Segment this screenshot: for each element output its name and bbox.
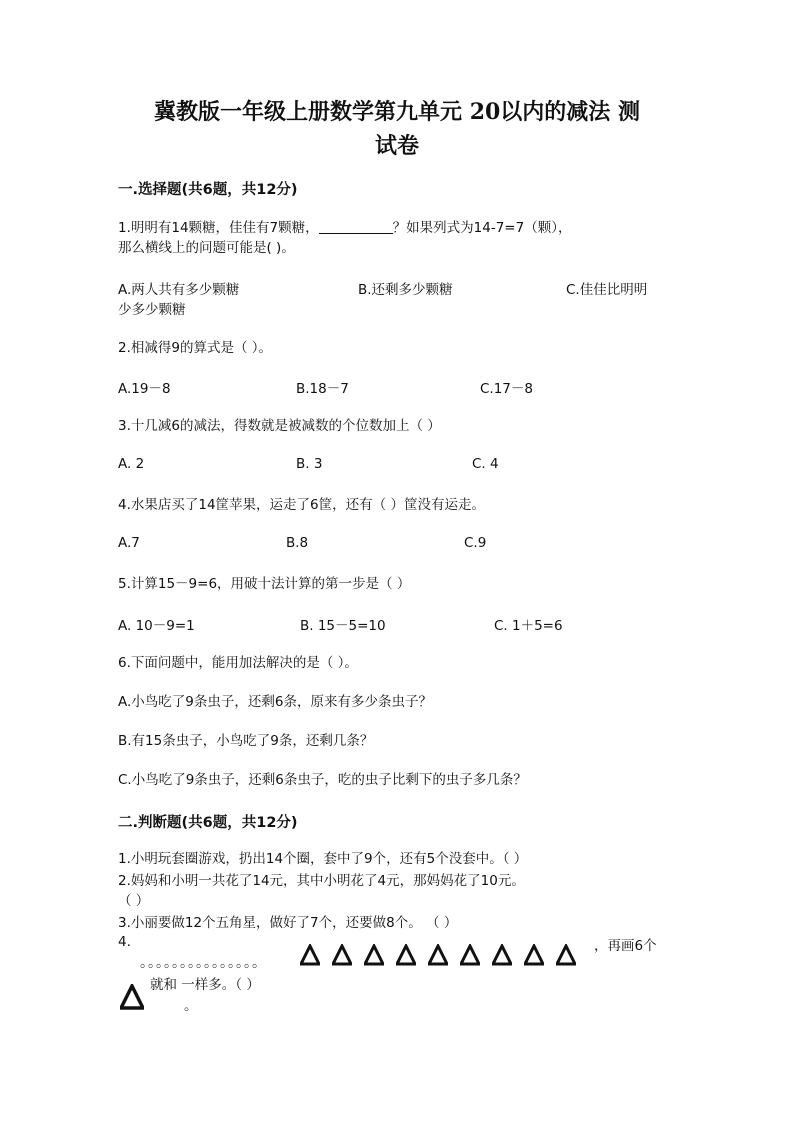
q1-option-b: B.还剩多少颗糖 — [358, 282, 453, 298]
question-6: 6.下面问题中，能用加法解决的是（ ）。 — [118, 655, 358, 671]
question-1-line-1 — [118, 218, 678, 238]
q1-option-c-part1: C.佳佳比明明 — [566, 282, 648, 298]
q3-option-b: B. 3 — [296, 456, 323, 472]
judge-4-number: 4. — [118, 934, 131, 950]
triangle-icon — [396, 944, 416, 966]
page-title — [110, 95, 684, 163]
title-line-1: 冀教版一年级上册数学第九单元 20以内的减法 测 — [154, 99, 640, 125]
triangle-icon — [364, 944, 384, 966]
title-line-2: 试卷 — [374, 133, 419, 159]
q3-option-a: A. 2 — [118, 456, 145, 472]
q5-option-b: B. 15－5=10 — [300, 618, 386, 634]
triangle-icon — [460, 944, 480, 966]
q5-option-c: C. 1＋5=6 — [494, 618, 563, 634]
q6-option-b: B.有15条虫子，小鸟吃了9条，还剩几条？ — [118, 733, 374, 749]
judge-2-line-1: 2.妈妈和小明一共花了14元，其中小明花了4元，那妈妈花了10元。 — [118, 873, 525, 889]
question-1-text-a: 1.明明有14颗糖，佳佳有7颗糖， — [118, 220, 319, 236]
q2-option-a: A.19－8 — [118, 381, 171, 397]
judge-1: 1.小明玩套圈游戏，扔出14个圈，套中了9个，还有5个没套中。（ ） — [118, 851, 528, 867]
judge-4-tail-2: 就和 一样多。（ ） — [150, 977, 260, 993]
triangle-icon — [492, 944, 512, 966]
question-3: 3.十几减6的减法，得数就是被减数的个位数加上（ ） — [118, 418, 441, 434]
question-2: 2.相减得9的算式是（ ）。 — [118, 340, 273, 356]
q6-option-a: A.小鸟吃了9条虫子，还剩6条，原来有多少条虫子？ — [118, 694, 432, 710]
question-5: 5.计算15－9=6，用破十法计算的第一步是（ ） — [118, 576, 411, 592]
triangle-icon — [332, 944, 352, 966]
q4-option-b: B.8 — [286, 535, 309, 551]
triangle-icon — [556, 944, 576, 966]
q5-option-a: A. 10－9=1 — [118, 618, 195, 634]
q3-option-c: C. 4 — [472, 456, 499, 472]
section-heading-choice: 一.选择题(共6题，共12分) — [118, 182, 298, 198]
triangle-icon — [524, 944, 544, 966]
triangle-icon — [120, 984, 144, 1010]
judge-4-tail-3: 。 — [184, 998, 198, 1014]
q2-option-c: C.17－8 — [480, 381, 533, 397]
triangle-icon — [300, 944, 320, 966]
q4-option-c: C.9 — [464, 535, 487, 551]
judge-2-line-2: （ ） — [118, 893, 150, 909]
section-heading-judge: 二.判断题(共6题，共12分) — [118, 815, 298, 831]
judge-3: 3.小丽要做12个五角星，做好了7个，还要做8个。 （ ） — [118, 915, 458, 931]
q2-option-b: B.18－7 — [296, 381, 349, 397]
answer-blank — [319, 219, 393, 234]
question-1-line-2: 那么横线上的问题可能是( )。 — [118, 240, 295, 256]
q1-option-a: A.两人共有多少颗糖 — [118, 282, 240, 298]
question-4: 4.水果店买了14筐苹果，运走了6筐，还有（ ）筐没有运走。 — [118, 497, 485, 513]
question-1-text-b: ？如果列式为14-7=7（颗）， — [392, 220, 572, 236]
q6-option-c: C.小鸟吃了9条虫子，还剩6条虫子，吃的虫子比剩下的虫子多几条？ — [118, 772, 527, 788]
triangle-row — [300, 944, 576, 966]
judge-4-tail-1: ，再画6个 — [594, 938, 657, 954]
judge-4-circles: 。。。。。。。。。。。。。。。 — [140, 955, 267, 971]
q4-option-a: A.7 — [118, 535, 140, 551]
triangle-icon — [428, 944, 448, 966]
q1-option-c-part2: 少多少颗糖 — [118, 302, 186, 318]
